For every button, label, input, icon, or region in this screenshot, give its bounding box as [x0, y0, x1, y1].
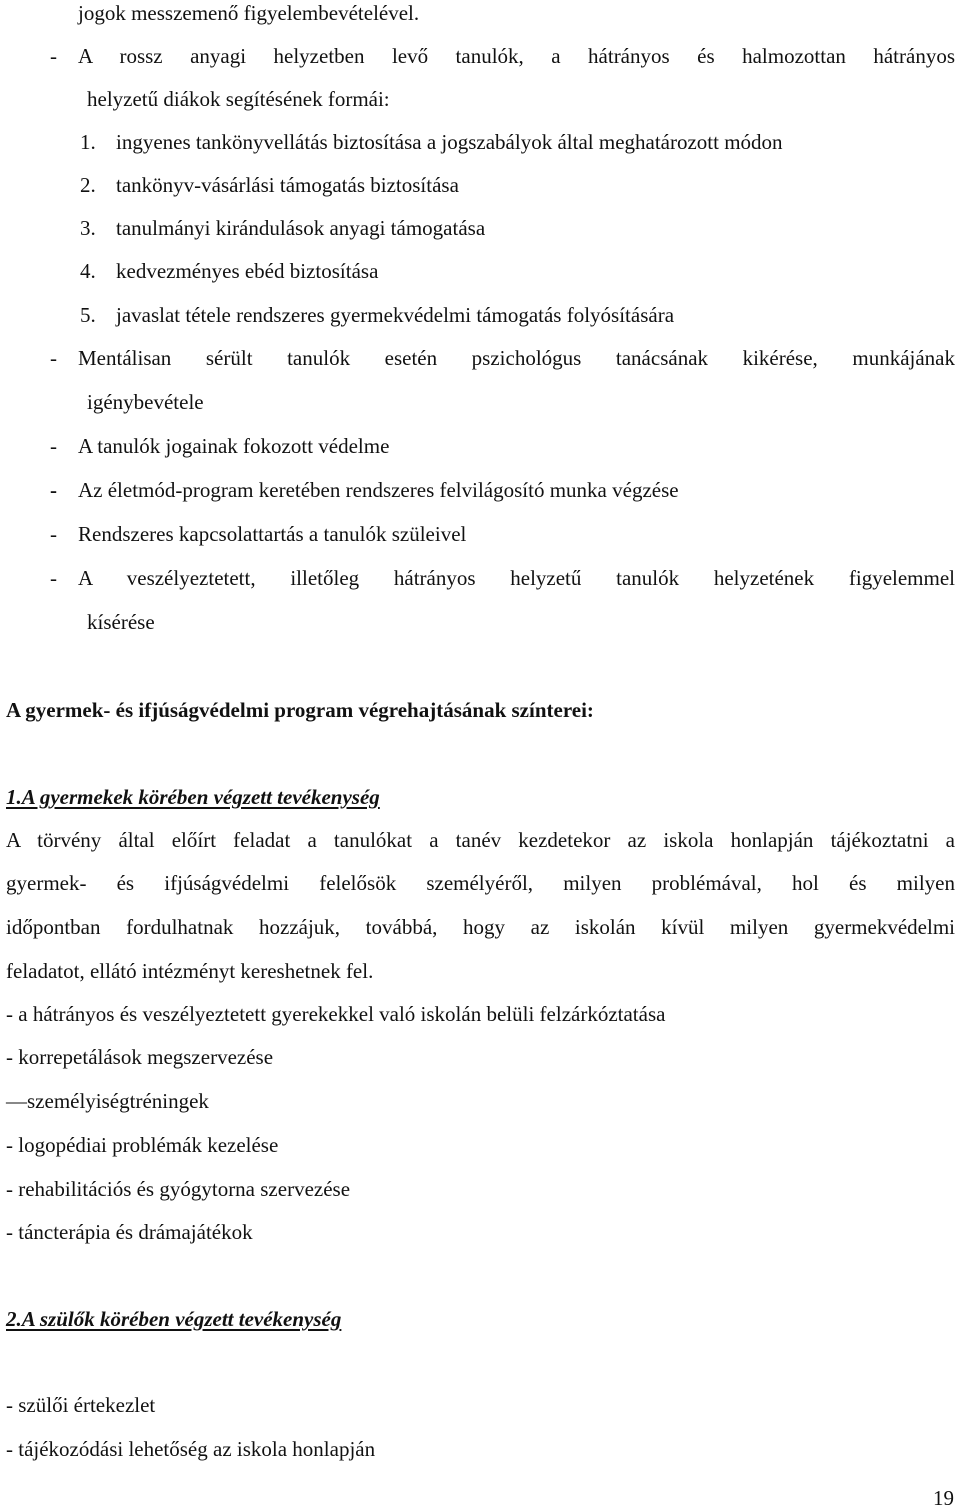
section1-paragraph-line3: időpontban fordulhatnak hozzájuk, továbbá, hogy az iskolán kívül milyen gyermekvédelmi [6, 915, 955, 939]
numbered-item-number: 5. [80, 303, 96, 327]
intro-line: jogok messzemenő figyelembevételével. [78, 1, 420, 25]
dash-item-veszelyeztetett-line2: kísérése [87, 610, 155, 634]
section1-list-item: - táncterápia és drámajátékok [6, 1220, 253, 1244]
dash-marker: - [50, 522, 57, 546]
bullet-formai-line1: A rossz anyagi helyzetben levő tanulók, a hátrányos és halmozottan hátrányos [78, 44, 955, 68]
numbered-item-text: javaslat tétele rendszeres gyermekvédelmi támogatás folyósítására [116, 303, 675, 327]
numbered-item-number: 4. [80, 259, 96, 283]
dash-item-jogok: A tanulók jogainak fokozott védelme [78, 434, 390, 458]
numbered-item-text: ingyenes tankönyvellátás biztosítása a jogszabályok által meghatározott módon [116, 130, 783, 154]
numbered-item-text: tankönyv-vásárlási támogatás biztosítása [116, 173, 459, 197]
section1-list-item: - logopédiai problémák kezelése [6, 1133, 279, 1157]
section1-paragraph-line4: feladatot, ellátó intézményt kereshetnek fel. [6, 959, 374, 983]
section1-paragraph-line1: A törvény által előírt feladat a tanulókat a tanév kezdetekor az iskola honlapján tájékoztatni a [6, 828, 955, 852]
dash-marker: - [50, 566, 57, 590]
section2-list-item: - szülői értekezlet [6, 1393, 156, 1417]
numbered-item-text: kedvezményes ebéd biztosítása [116, 259, 379, 283]
dash-item-eletmod: Az életmód-program keretében rendszeres felvilágosító munka végzése [78, 478, 679, 502]
numbered-item-text: tanulmányi kirándulások anyagi támogatása [116, 216, 486, 240]
numbered-item-number: 2. [80, 173, 96, 197]
section1-list-item: - korrepetálások megszervezése [6, 1045, 274, 1069]
section1-list-item: - rehabilitációs és gyógytorna szervezése [6, 1177, 351, 1201]
section1-list-item: - a hátrányos és veszélyeztetett gyerekekkel való iskolán belüli felzárkóztatása [6, 1002, 666, 1026]
section-heading: A gyermek- és ifjúságvédelmi program végrehajtásának színterei: [6, 698, 594, 722]
page-number: 19 [933, 1486, 954, 1510]
dash-item-mentalis-line1: Mentálisan sérült tanulók esetén pszichológus tanácsának kikérése, munkájának [78, 346, 955, 370]
numbered-item-number: 1. [80, 130, 96, 154]
dash-marker: - [50, 478, 57, 502]
section2-title: 2.A szülők körében végzett tevékenység [6, 1307, 342, 1331]
dash-marker: - [50, 44, 57, 68]
section1-paragraph-line2: gyermek- és ifjúságvédelmi felelősök személyéről, milyen problémával, hol és milyen [6, 871, 955, 895]
numbered-item-number: 3. [80, 216, 96, 240]
section1-title: 1.A gyermekek körében végzett tevékenység [6, 785, 380, 809]
dash-item-veszelyeztetett-line1: A veszélyeztetett, illetőleg hátrányos helyzetű tanulók helyzetének figyelemmel [78, 566, 955, 590]
dash-marker: - [50, 346, 57, 370]
dash-marker: - [50, 434, 57, 458]
dash-item-mentalis-line2: igénybevétele [87, 390, 204, 414]
section2-list-item: - tájékozódási lehetőség az iskola honlapján [6, 1437, 376, 1461]
section1-list-item: —személyiségtréningek [6, 1089, 209, 1113]
bullet-formai-line2: helyzetű diákok segítésének formái: [87, 87, 390, 111]
dash-item-kapcsolattartas: Rendszeres kapcsolattartás a tanulók szüleivel [78, 522, 467, 546]
